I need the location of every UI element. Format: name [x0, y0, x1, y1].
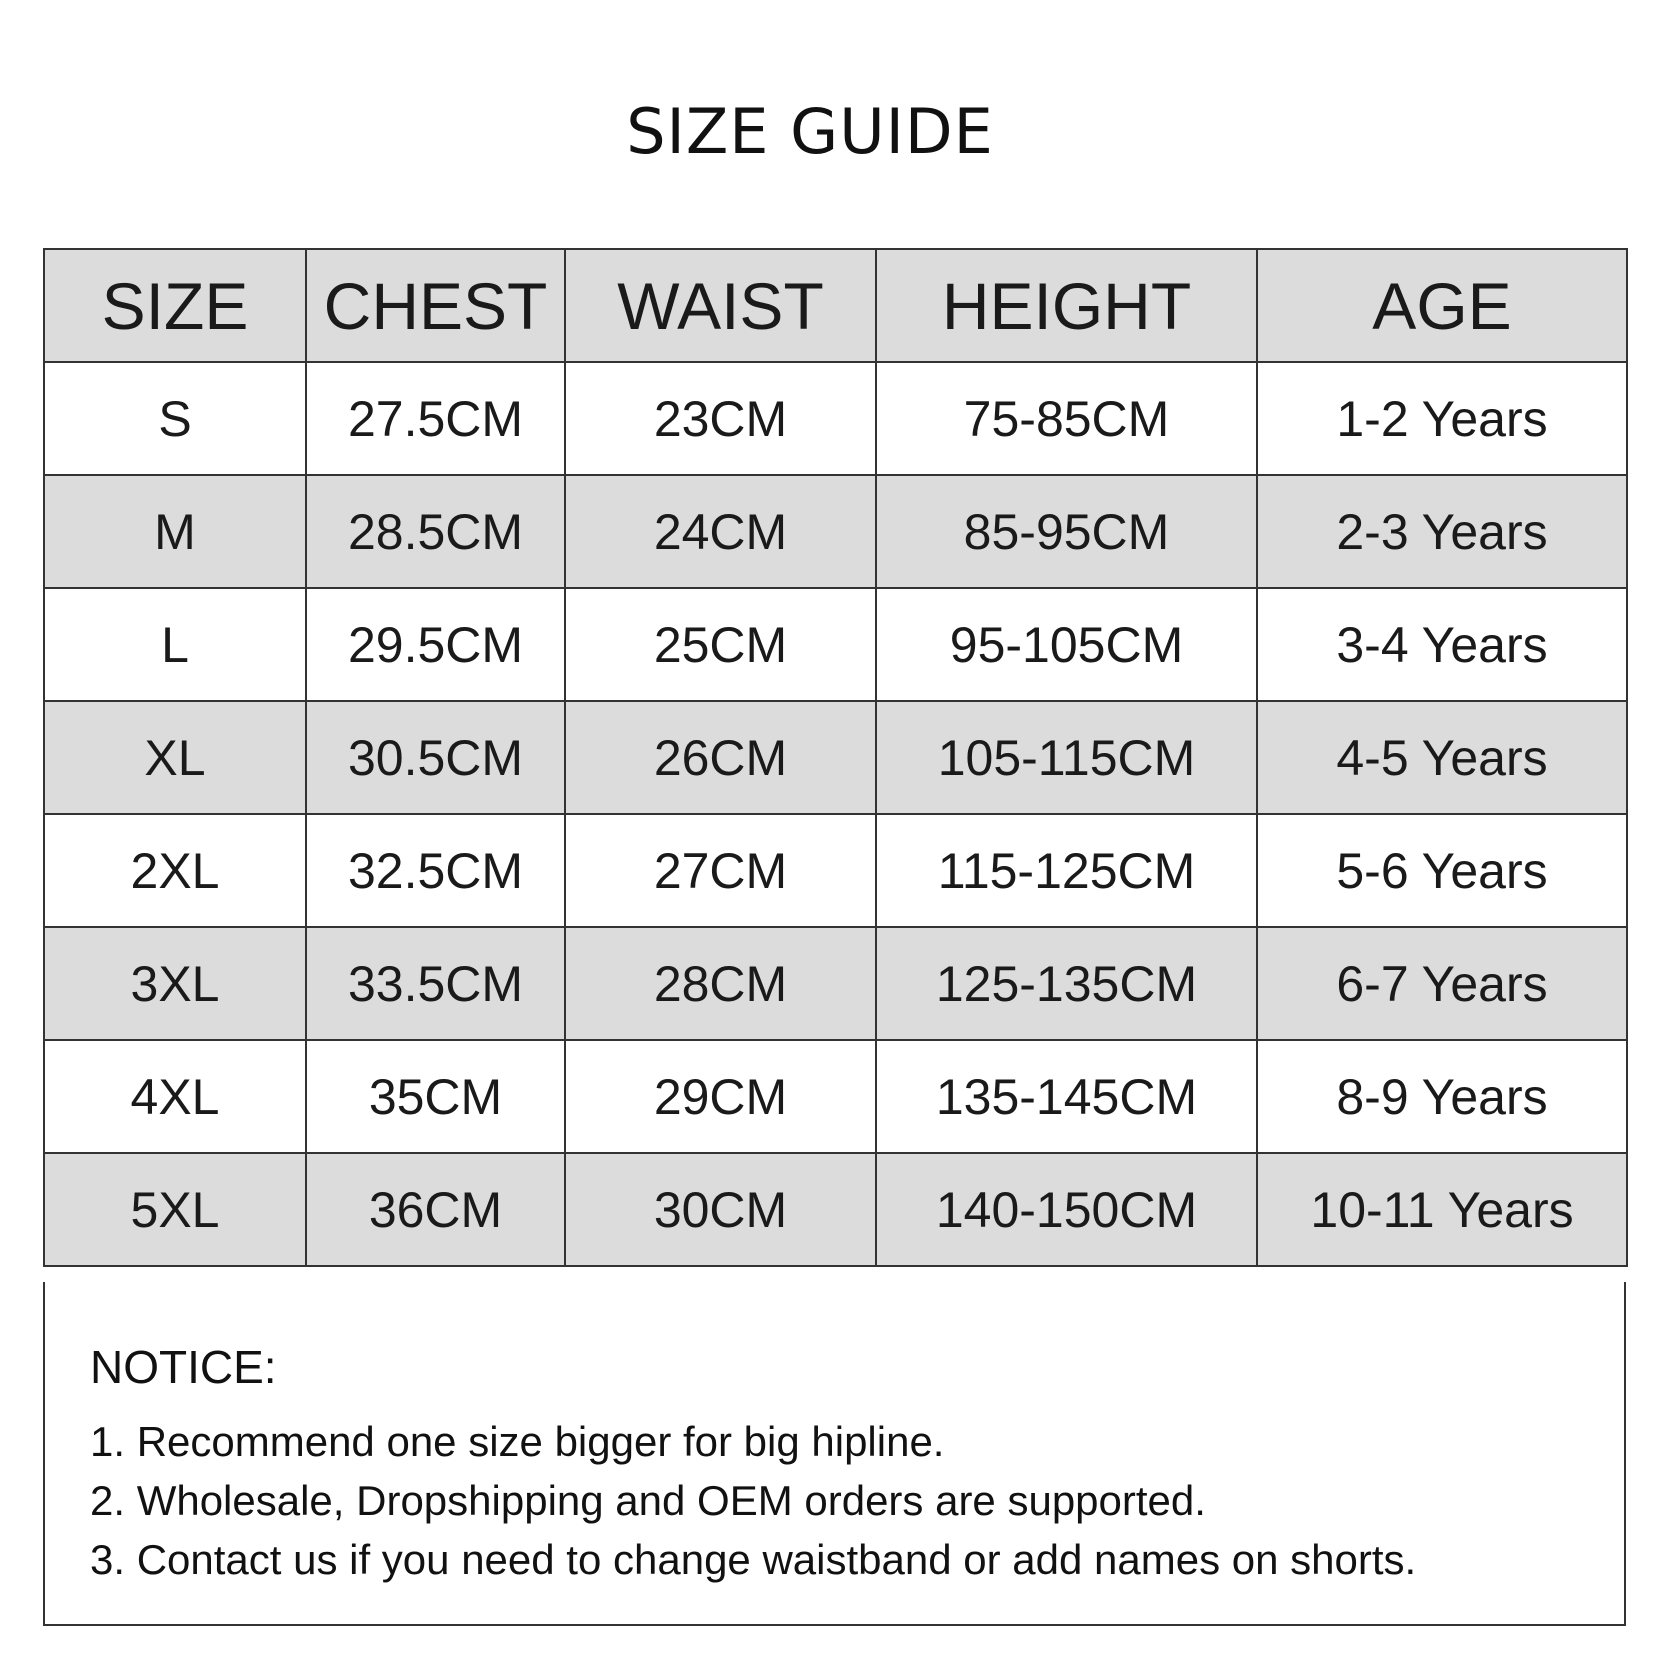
cell-size: XL: [44, 701, 306, 814]
cell-chest: 29.5CM: [306, 588, 565, 701]
notice-item: 3. Contact us if you need to change waistband or add names on shorts.: [90, 1536, 1417, 1583]
cell-age: 1-2 Years: [1257, 362, 1627, 475]
notice-heading: NOTICE:: [90, 1341, 277, 1393]
cell-height: 140-150CM: [876, 1153, 1257, 1266]
cell-height: 95-105CM: [876, 588, 1257, 701]
table-row: [44, 701, 1627, 814]
cell-height: 115-125CM: [876, 814, 1257, 927]
cell-chest: 33.5CM: [306, 927, 565, 1040]
cell-height: 125-135CM: [876, 927, 1257, 1040]
table-row: [44, 927, 1627, 1040]
cell-age: 6-7 Years: [1257, 927, 1627, 1040]
cell-age: 4-5 Years: [1257, 701, 1627, 814]
header-size: SIZE: [44, 249, 306, 362]
cell-size: 2XL: [44, 814, 306, 927]
cell-age: 8-9 Years: [1257, 1040, 1627, 1153]
cell-chest: 32.5CM: [306, 814, 565, 927]
cell-height: 135-145CM: [876, 1040, 1257, 1153]
table-row: [44, 814, 1627, 927]
table-row: [44, 1153, 1627, 1266]
cell-waist: 25CM: [565, 588, 876, 701]
cell-chest: 35CM: [306, 1040, 565, 1153]
cell-age: 3-4 Years: [1257, 588, 1627, 701]
cell-chest: 36CM: [306, 1153, 565, 1266]
cell-waist: 30CM: [565, 1153, 876, 1266]
cell-age: 10-11 Years: [1257, 1153, 1627, 1266]
table-row: [44, 475, 1627, 588]
cell-size: L: [44, 588, 306, 701]
cell-size: M: [44, 475, 306, 588]
table-row: [44, 1040, 1627, 1153]
notice-box: [43, 1282, 1626, 1626]
cell-waist: 28CM: [565, 927, 876, 1040]
cell-waist: 29CM: [565, 1040, 876, 1153]
cell-waist: 24CM: [565, 475, 876, 588]
header-height: HEIGHT: [876, 249, 1257, 362]
page-title: SIZE GUIDE: [626, 95, 994, 168]
cell-size: 3XL: [44, 927, 306, 1040]
notice-item: 1. Recommend one size bigger for big hipline.: [90, 1418, 945, 1465]
table-row: [44, 362, 1627, 475]
size-table: [43, 248, 1628, 1267]
cell-size: 5XL: [44, 1153, 306, 1266]
cell-waist: 23CM: [565, 362, 876, 475]
cell-chest: 28.5CM: [306, 475, 565, 588]
table-header-row: [44, 249, 1627, 362]
cell-height: 105-115CM: [876, 701, 1257, 814]
cell-size: 4XL: [44, 1040, 306, 1153]
header-chest: CHEST: [306, 249, 565, 362]
cell-waist: 26CM: [565, 701, 876, 814]
header-waist: WAIST: [565, 249, 876, 362]
cell-chest: 27.5CM: [306, 362, 565, 475]
header-age: AGE: [1257, 249, 1627, 362]
cell-chest: 30.5CM: [306, 701, 565, 814]
cell-age: 5-6 Years: [1257, 814, 1627, 927]
table-row: [44, 588, 1627, 701]
notice-item: 2. Wholesale, Dropshipping and OEM orders are supported.: [90, 1477, 1206, 1524]
cell-waist: 27CM: [565, 814, 876, 927]
cell-height: 85-95CM: [876, 475, 1257, 588]
cell-height: 75-85CM: [876, 362, 1257, 475]
cell-size: S: [44, 362, 306, 475]
cell-age: 2-3 Years: [1257, 475, 1627, 588]
